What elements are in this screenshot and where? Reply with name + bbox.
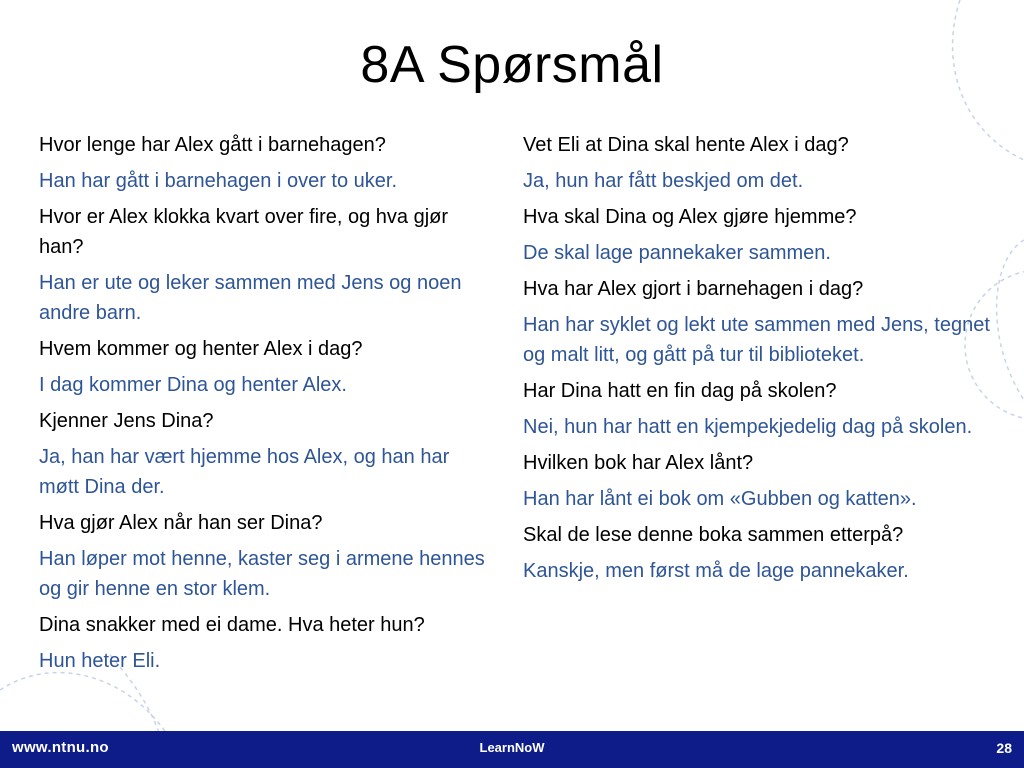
- deco-arc-right: [997, 240, 1024, 400]
- footer-website-link[interactable]: www.ntnu.no: [12, 739, 109, 756]
- answer-text: Han har gått i barnehagen i over to uker.: [39, 170, 398, 192]
- answer-text: Ja, han har vært hjemme hos Alex, og han har møtt Dina der.: [39, 446, 450, 498]
- answer-text: Hun heter Eli.: [39, 650, 161, 672]
- question-text: Hva gjør Alex når han ser Dina?: [39, 512, 323, 534]
- answer-text: Han har lånt ei bok om «Gubben og katten».: [523, 488, 917, 510]
- question-text: Hva skal Dina og Alex gjøre hjemme?: [523, 206, 857, 228]
- question-text: Skal de lese denne boka sammen etterpå?: [523, 524, 904, 546]
- answer-text: Han har syklet og lekt ute sammen med Jens, tegnet og malt litt, og gått på tur til biblioteket.: [523, 314, 990, 366]
- answer-text: Nei, hun har hatt en kjempekjedelig dag på skolen.: [523, 416, 973, 438]
- footer-project-name: LearnNoW: [479, 740, 545, 755]
- question-text: Vet Eli at Dina skal hente Alex i dag?: [523, 134, 849, 156]
- question-text: Hvem kommer og henter Alex i dag?: [39, 338, 363, 360]
- question-text: Har Dina hatt en fin dag på skolen?: [523, 380, 837, 402]
- answer-text: De skal lage pannekaker sammen.: [523, 242, 831, 264]
- question-text: Hvor lenge har Alex gått i barnehagen?: [39, 134, 386, 156]
- left-column: [39, 130, 491, 682]
- answer-text: Han er ute og leker sammen med Jens og noen andre barn.: [39, 272, 462, 324]
- question-text: Hva har Alex gjort i barnehagen i dag?: [523, 278, 864, 300]
- page-number: 28: [996, 740, 1012, 756]
- question-text: Kjenner Jens Dina?: [39, 410, 214, 432]
- question-text: Hvor er Alex klokka kvart over fire, og hva gjør han?: [39, 206, 449, 258]
- right-column: [523, 130, 993, 592]
- question-text: Dina snakker med ei dame. Hva heter hun?: [39, 614, 425, 636]
- answer-text: Han løper mot henne, kaster seg i armene hennes og gir henne en stor klem.: [39, 548, 485, 600]
- answer-text: I dag kommer Dina og henter Alex.: [39, 374, 347, 396]
- answer-text: Kanskje, men først må de lage pannekaker.: [523, 560, 909, 582]
- answer-text: Ja, hun har fått beskjed om det.: [523, 170, 804, 192]
- question-text: Hvilken bok har Alex lånt?: [523, 452, 754, 474]
- footer-bar: [0, 731, 1024, 768]
- slide-title: 8A Spørsmål: [360, 36, 664, 94]
